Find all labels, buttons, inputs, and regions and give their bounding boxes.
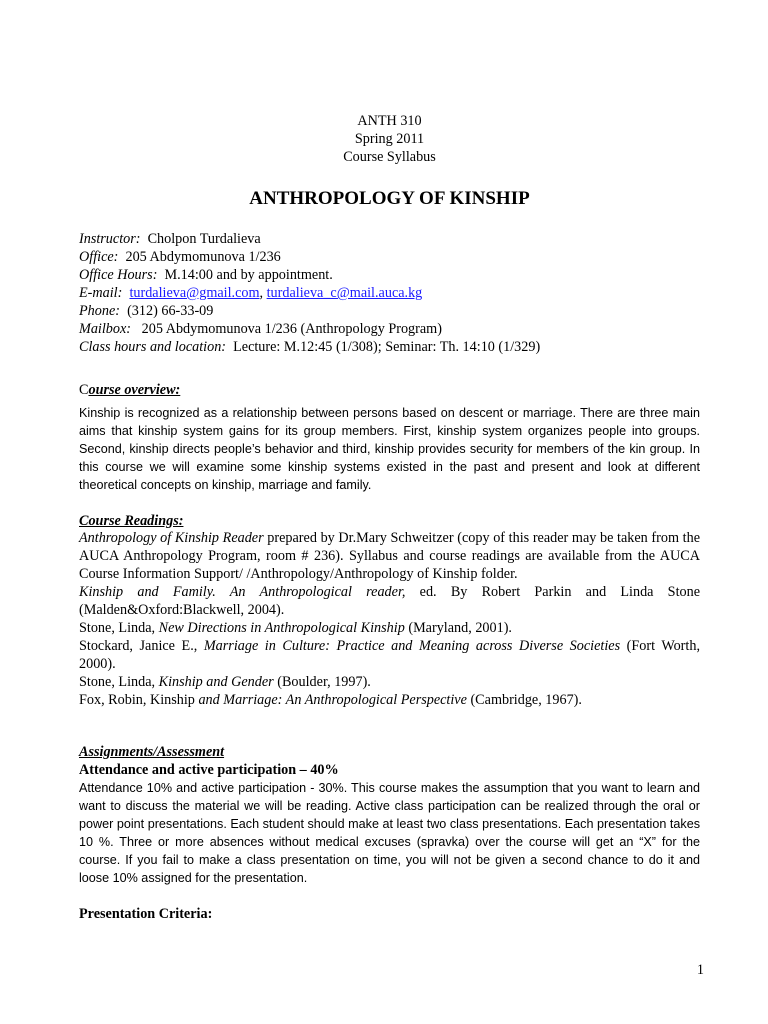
syllabus-page bbox=[79, 0, 704, 1024]
overview-heading-initial: C bbox=[79, 382, 89, 398]
reading-details: prepared by Dr.Mary Schweitzer (copy of this reader may be taken from the AUCA Anthropology Program, room # 236). Syllabus and course readings are available from the AUCA Course Information Support/ /Anthropology/Anthropology of Kinship folder. bbox=[79, 530, 701, 582]
office-hours-value: M.14:00 and by appointment. bbox=[164, 267, 333, 283]
email-label: E-mail: bbox=[79, 285, 123, 301]
phone-label: Phone: bbox=[79, 303, 120, 319]
email-separator: , bbox=[259, 285, 267, 301]
email-link-2[interactable]: turdalieva_c@mail.auca.kg bbox=[266, 285, 423, 301]
document-type: Course Syllabus bbox=[343, 149, 436, 165]
instructor-row bbox=[79, 230, 719, 248]
overview-heading-text: ourse overview: bbox=[88, 382, 181, 398]
reading-item bbox=[79, 637, 700, 673]
assignments-heading: Assignments/Assessment bbox=[79, 744, 225, 760]
office-hours-row bbox=[79, 266, 719, 284]
reading-item bbox=[79, 619, 700, 637]
course-info bbox=[79, 230, 719, 356]
email-link-1[interactable]: turdalieva@gmail.com bbox=[129, 285, 260, 301]
reading-details: ed. By Robert Parkin and Linda Stone (Malden&Oxford:Blackwell, 2004). bbox=[79, 584, 701, 618]
office-value: 205 Abdymomunova 1/236 bbox=[125, 249, 281, 265]
reading-title: New Directions in Anthropological Kinship bbox=[158, 620, 405, 636]
presentation-criteria-heading: Presentation Criteria: bbox=[79, 906, 213, 922]
mailbox-label: Mailbox: bbox=[79, 321, 132, 337]
phone-value: (312) 66-33-09 bbox=[127, 303, 214, 319]
reading-author: Stone, Linda, bbox=[79, 620, 159, 636]
email-row bbox=[79, 284, 719, 302]
office-row bbox=[79, 248, 719, 266]
overview-paragraph: Kinship is recognized as a relationship between persons based on descent or marriage. There are three main aims that kinship system gains for its group members. First, kinship system organizes people into groups. Second, kinship directs people’s behavior and third, kinship provides security for members of the kin group. In this course we will examine some kinship systems existed in the past and present and look at different theoretical concepts on kinship, marriage and family. bbox=[79, 406, 700, 492]
reading-item bbox=[79, 691, 700, 709]
attendance-paragraph: Attendance 10% and active participation - 30%. This course makes the assumption that you want to learn and want to discuss the material we will be reading. Active class participation can be realized through the oral or power point presentations. Each student should make at least two class presentations. Each presentation takes 10 %. Three or more absences without medical excuses (spravka) over the course will get an “X” for the course. If you fail to make a class presentation on time, you will not be given a second chance to do it and loose 10% assigned for the presentation. bbox=[79, 781, 700, 885]
class-hours-value: Lecture: M.12:45 (1/308); Seminar: Th. 14:10 (1/329) bbox=[233, 339, 541, 355]
reading-author: Fox, Robin, Kinship bbox=[79, 692, 199, 708]
course-code: ANTH 310 bbox=[357, 113, 422, 129]
mailbox-row bbox=[79, 320, 719, 338]
reading-author: Stone, Linda, bbox=[79, 674, 159, 690]
course-title: ANTHROPOLOGY OF KINSHIP bbox=[249, 188, 530, 209]
instructor-label: Instructor: bbox=[79, 231, 141, 247]
reading-details: (Boulder, 1997). bbox=[273, 674, 371, 690]
page-number: 1 bbox=[696, 962, 704, 978]
mailbox-value: 205 Abdymomunova 1/236 (Anthropology Program) bbox=[141, 321, 442, 337]
reading-details: (Maryland, 2001). bbox=[404, 620, 512, 636]
reading-title: Kinship and Gender bbox=[158, 674, 274, 690]
reading-title: Anthropology of Kinship Reader bbox=[79, 530, 264, 546]
reading-author: Stockard, Janice E., bbox=[79, 638, 204, 654]
phone-row bbox=[79, 302, 719, 320]
attendance-heading: Attendance and active participation – 40% bbox=[79, 762, 339, 778]
office-label: Office: bbox=[79, 249, 119, 265]
term: Spring 2011 bbox=[354, 131, 425, 147]
reading-title: Marriage in Culture: Practice and Meaning across Diverse Societies bbox=[203, 638, 621, 654]
reading-item bbox=[79, 673, 700, 691]
reading-title: Kinship and Family. An Anthropological reader, bbox=[79, 584, 406, 600]
reading-details: (Fort Worth, 2000). bbox=[79, 638, 700, 672]
office-hours-label: Office Hours: bbox=[79, 267, 158, 283]
class-hours-row bbox=[79, 338, 719, 356]
instructor-name: Cholpon Turdalieva bbox=[147, 231, 261, 247]
reading-title: and Marriage: An Anthropological Perspective bbox=[198, 692, 467, 708]
class-hours-label: Class hours and location: bbox=[79, 339, 227, 355]
overview-heading bbox=[79, 381, 700, 399]
reading-item bbox=[79, 529, 700, 583]
reading-item bbox=[79, 583, 700, 619]
reading-details: (Cambridge, 1967). bbox=[466, 692, 582, 708]
readings-list bbox=[79, 529, 700, 709]
readings-heading: Course Readings: bbox=[79, 513, 184, 529]
